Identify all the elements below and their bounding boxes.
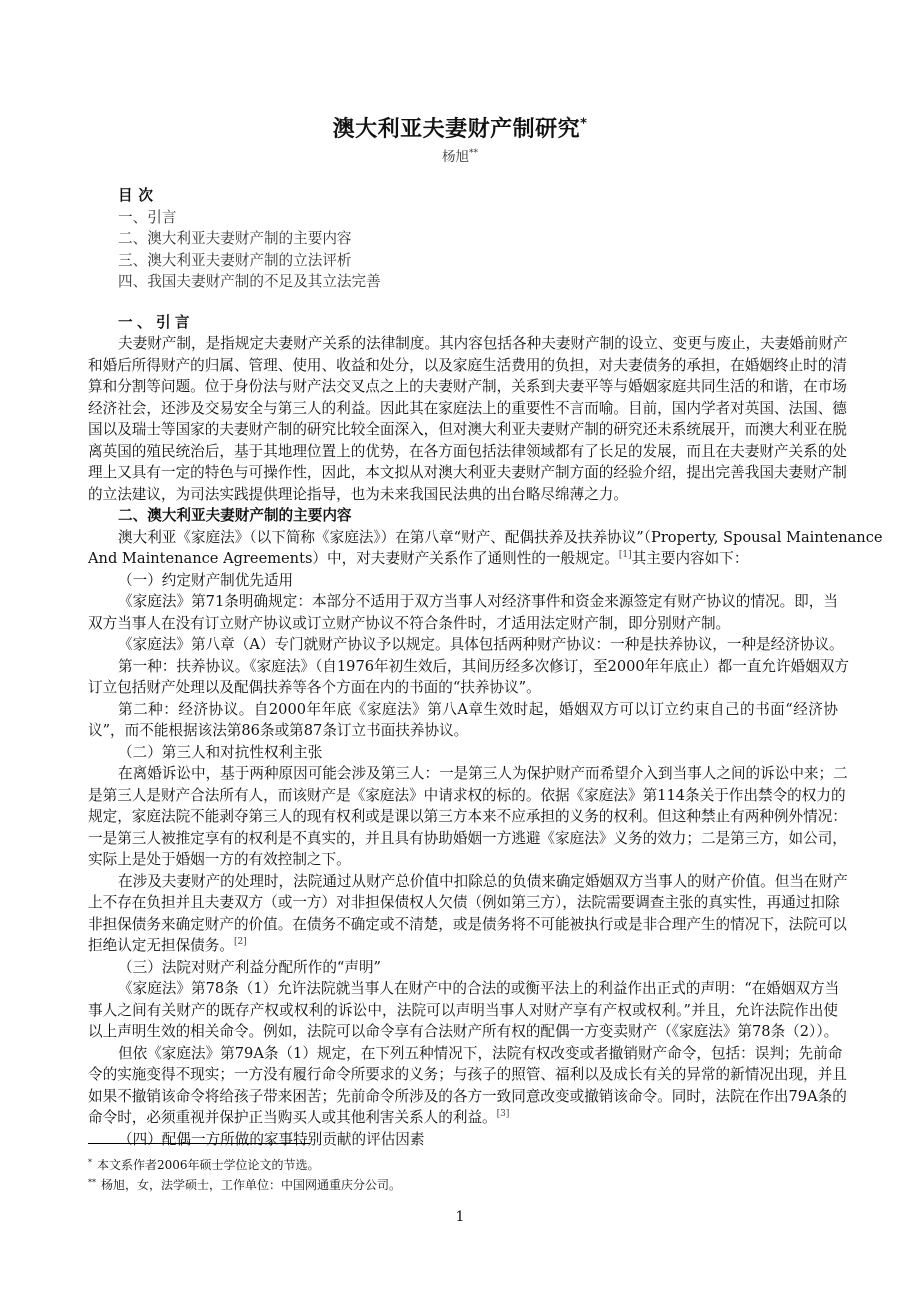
footnote	[88, 1174, 401, 1194]
footnote	[88, 1154, 401, 1174]
paragraph-line: 《家庭法》第78条（1）允许法院就当事人在财产中的合法的或衡平法上的利益作出正式的声明：“在婚姻双方当	[118, 980, 840, 997]
spacer	[88, 293, 838, 312]
paragraph	[88, 699, 838, 742]
paragraph-line: 第二种：经济协议。自2000年年底《家庭法》第八A章生效时起，婚姻双方可以订立约束自己的书面“经济协	[118, 700, 838, 718]
paragraph	[88, 763, 848, 871]
paragraph-line: 订立包括财产处理以及配偶扶养等各个方面在内的书面的“扶养协议”。	[88, 679, 541, 696]
paragraph-line: 理上又具有一定的特色与可操作性，因此，本文拟从对澳大利亚夫妻财产制方面的经验介绍，提出完善我国夫妻财产制	[88, 464, 847, 481]
subsection-heading: （三）法院对财产利益分配所作的“声明”	[118, 958, 382, 976]
paragraph-line: 国以及瑞士等国家的夫妻财产制的研究比较全面深入，但对澳大利亚夫妻财产制的研究还未系统展开，而澳大利亚在脱	[88, 421, 847, 438]
paragraph-line: 双方当事人在没有订立财产协议或订立财产协议不符合条件时，才适用法定财产制，即分别财产制。	[88, 614, 731, 632]
footnote-separator	[88, 1143, 310, 1144]
paragraph-line: 规定，家庭法院不能剥夺第三人的现有权利或是课以第三方本来不应承担的义务的权利。但这种禁止有两种例外情况：	[88, 808, 847, 825]
paragraph-line	[88, 935, 838, 957]
paragraph-line: 议”，而不能根据该法第86条或第87条订立书面扶养协议。	[88, 722, 469, 739]
paragraph-line: 一是第三人被推定享有的权利是不真实的，并且具有协助婚姻一方逃避《家庭法》义务的效力；二是第三方，如公司，	[88, 829, 847, 847]
paragraph	[88, 333, 848, 505]
title-footnote-mark: *	[580, 116, 588, 132]
subsection-heading: （二）第三人和对抗性权利主张	[118, 743, 323, 761]
paragraph-line: 离英国的殖民统治后，基于其地理位置上的优势，在各方面包括法律领域都有了长足的发展，而且在夫妻财产关系的处	[88, 442, 847, 460]
paragraph-line: 如果不撤销该命令将给孩子带来困苦；先前命令所涉及的各方一致同意改变或撤销该命令。同时，法院在作出79A条的	[88, 1087, 847, 1105]
toc-item: 二、澳大利亚夫妻财产制的主要内容	[118, 230, 352, 247]
footnotes	[88, 1154, 401, 1194]
paragraph-line: 是第三人是财产合法所有人，而该财产是《家庭法》中请求权的标的。依据《家庭法》第114条关于作出禁令的权力的	[88, 786, 846, 804]
paragraph-line: 实际上是处于婚姻一方的有效控制之下。	[88, 851, 351, 868]
section-heading: 一、引言	[118, 313, 194, 331]
paragraph	[88, 527, 883, 570]
paragraph-line: 第一种：扶养协议。《家庭法》（自1976年初生效后，其间历经多次修订，至2000年年底止）都一直允许婚姻双方	[118, 657, 849, 675]
paragraph-line: 在涉及夫妻财产的处理时，法院通过从财产总价值中扣除总的负债来确定婚姻双方当事人的财产价值。但当在财产	[118, 872, 848, 890]
toc-item: 三、澳大利亚夫妻财产制的立法评析	[118, 251, 352, 269]
paragraph	[88, 978, 838, 1043]
paragraph-line: 经济社会，还涉及交易安全与第三人的利益。因此其在家庭法上的重要性不言而喻。目前，国内学者对英国、法国、德	[88, 399, 847, 417]
document-title	[0, 112, 920, 143]
paragraph-line: 《家庭法》第71条明确规定：本部分不适用于双方当事人对经济事件和资金来源签定有财产协议的情况。即，当	[118, 593, 838, 610]
citation-ref: [2]	[233, 937, 247, 947]
paragraph-line: 的立法建议，为司法实践提供理论指导，也为未来我国民法典的出台略尽绵薄之力。	[88, 485, 628, 503]
footnote-mark: **	[88, 1178, 96, 1187]
line-text: And Maintenance Agreements）中，对夫妻财产关系作了通则性的一般规定。	[88, 550, 619, 567]
subsection-heading: （四）配偶一方所做的家事特别贡献的评估因素	[118, 1130, 425, 1148]
toc-item: 四、我国夫妻财产制的不足及其立法完善	[118, 273, 381, 290]
page-number: 1	[455, 1209, 465, 1225]
paragraph	[88, 656, 849, 699]
paragraph-line: 在离婚诉讼中，基于两种原因可能会涉及第三人：一是第三人为保护财产而希望介入到当事人之间的诉讼中来；二	[118, 765, 848, 782]
author-footnote-mark: **	[469, 148, 478, 159]
paragraph	[88, 871, 848, 957]
subsection-heading: （一）约定财产制优先适用	[118, 571, 294, 589]
citation-ref: [1]	[618, 550, 632, 560]
paragraph-line: 和婚后所得财产的归属、管理、使用、收益和处分，以及家庭生活费用的负担，对夫妻债务的承担，在婚姻终止时的清	[88, 356, 847, 374]
paragraph-line: 事人之间有关财产的既存产权或权利的诉讼中，法院可以声明当事人对财产享有产权或权利。”并且，允许法院作出使	[88, 1001, 838, 1019]
paragraph-line: 令的实施变得不现实；一方没有履行命令所要求的义务；与孩子的照管、福利以及成长有关的异常的新情况出现，并且	[88, 1066, 847, 1083]
author-name: 杨旭	[442, 149, 469, 165]
line-text: 拒绝认定无担保债务。	[88, 937, 234, 954]
toc-heading: 目次	[118, 187, 159, 204]
paragraph-line	[88, 548, 838, 570]
title-text: 澳大利亚夫妻财产制研究	[332, 117, 581, 142]
paragraph-line: 上不存在负担并且夫妻双方（或一方）对非担保债权人欠债（例如第三方），法院需要调查主张的真实性，再通过扣除	[88, 894, 840, 911]
paragraph	[88, 591, 838, 634]
section-heading: 二、澳大利亚夫妻财产制的主要内容	[118, 507, 352, 524]
paragraph-line: 非担保债务来确定财产的价值。在债务不确定或不清楚，或是债务将不可能被执行或是非合理产生的情况下，法院可以	[88, 915, 847, 933]
paragraph-line: 澳大利亚《家庭法》（以下简称《家庭法》）在第八章“财产、配偶扶养及扶养协议”（Property, Spousal Maintenance	[118, 528, 883, 546]
paragraph-line: 《家庭法》第八章（A）专门就财产协议予以规定。具体包括两种财产协议：一种是扶养协议，一种是经济协议。	[118, 636, 844, 653]
table-of-contents	[88, 185, 838, 293]
footnote-text: 杨旭，女，法学硕士，工作单位：中国网通重庆分公司。	[101, 1178, 402, 1192]
paragraph-line: 以上声明生效的相关命令。例如，法院可以命令享有合法财产所有权的配偶一方变卖财产（《家庭法》第78条（2））。	[88, 1023, 839, 1040]
footnote-mark: *	[88, 1158, 92, 1167]
footnote-text: 本文系作者2006年硕士学位论文的节选。	[97, 1158, 320, 1172]
paragraph-line: 但依《家庭法》第79A条（1）规定，在下列五种情况下，法院有权改变或者撤销财产命令，包括：误判；先前命	[118, 1044, 843, 1062]
line-text: 命令时，必须重视并保护正当购买人或其他利害关系人的利益。	[88, 1109, 497, 1126]
paragraph-line: 算和分割等问题。位于身份法与财产法交叉点之上的夫妻财产制，关系到夫妻平等与婚姻家庭共同生活的和谐，在市场	[88, 378, 847, 395]
line-text: 其主要内容如下：	[631, 550, 749, 567]
paragraph-line: 夫妻财产制，是指规定夫妻财产关系的法律制度。其内容包括各种夫妻财产制的设立、变更与废止，夫妻婚前财产	[118, 335, 848, 352]
paragraph-line	[88, 1107, 838, 1129]
paragraph	[88, 634, 844, 656]
document-body	[88, 185, 883, 1150]
citation-ref: [3]	[496, 1109, 510, 1119]
toc-item: 一、引言	[118, 208, 177, 226]
paragraph	[88, 1043, 847, 1129]
author-line	[0, 145, 920, 165]
